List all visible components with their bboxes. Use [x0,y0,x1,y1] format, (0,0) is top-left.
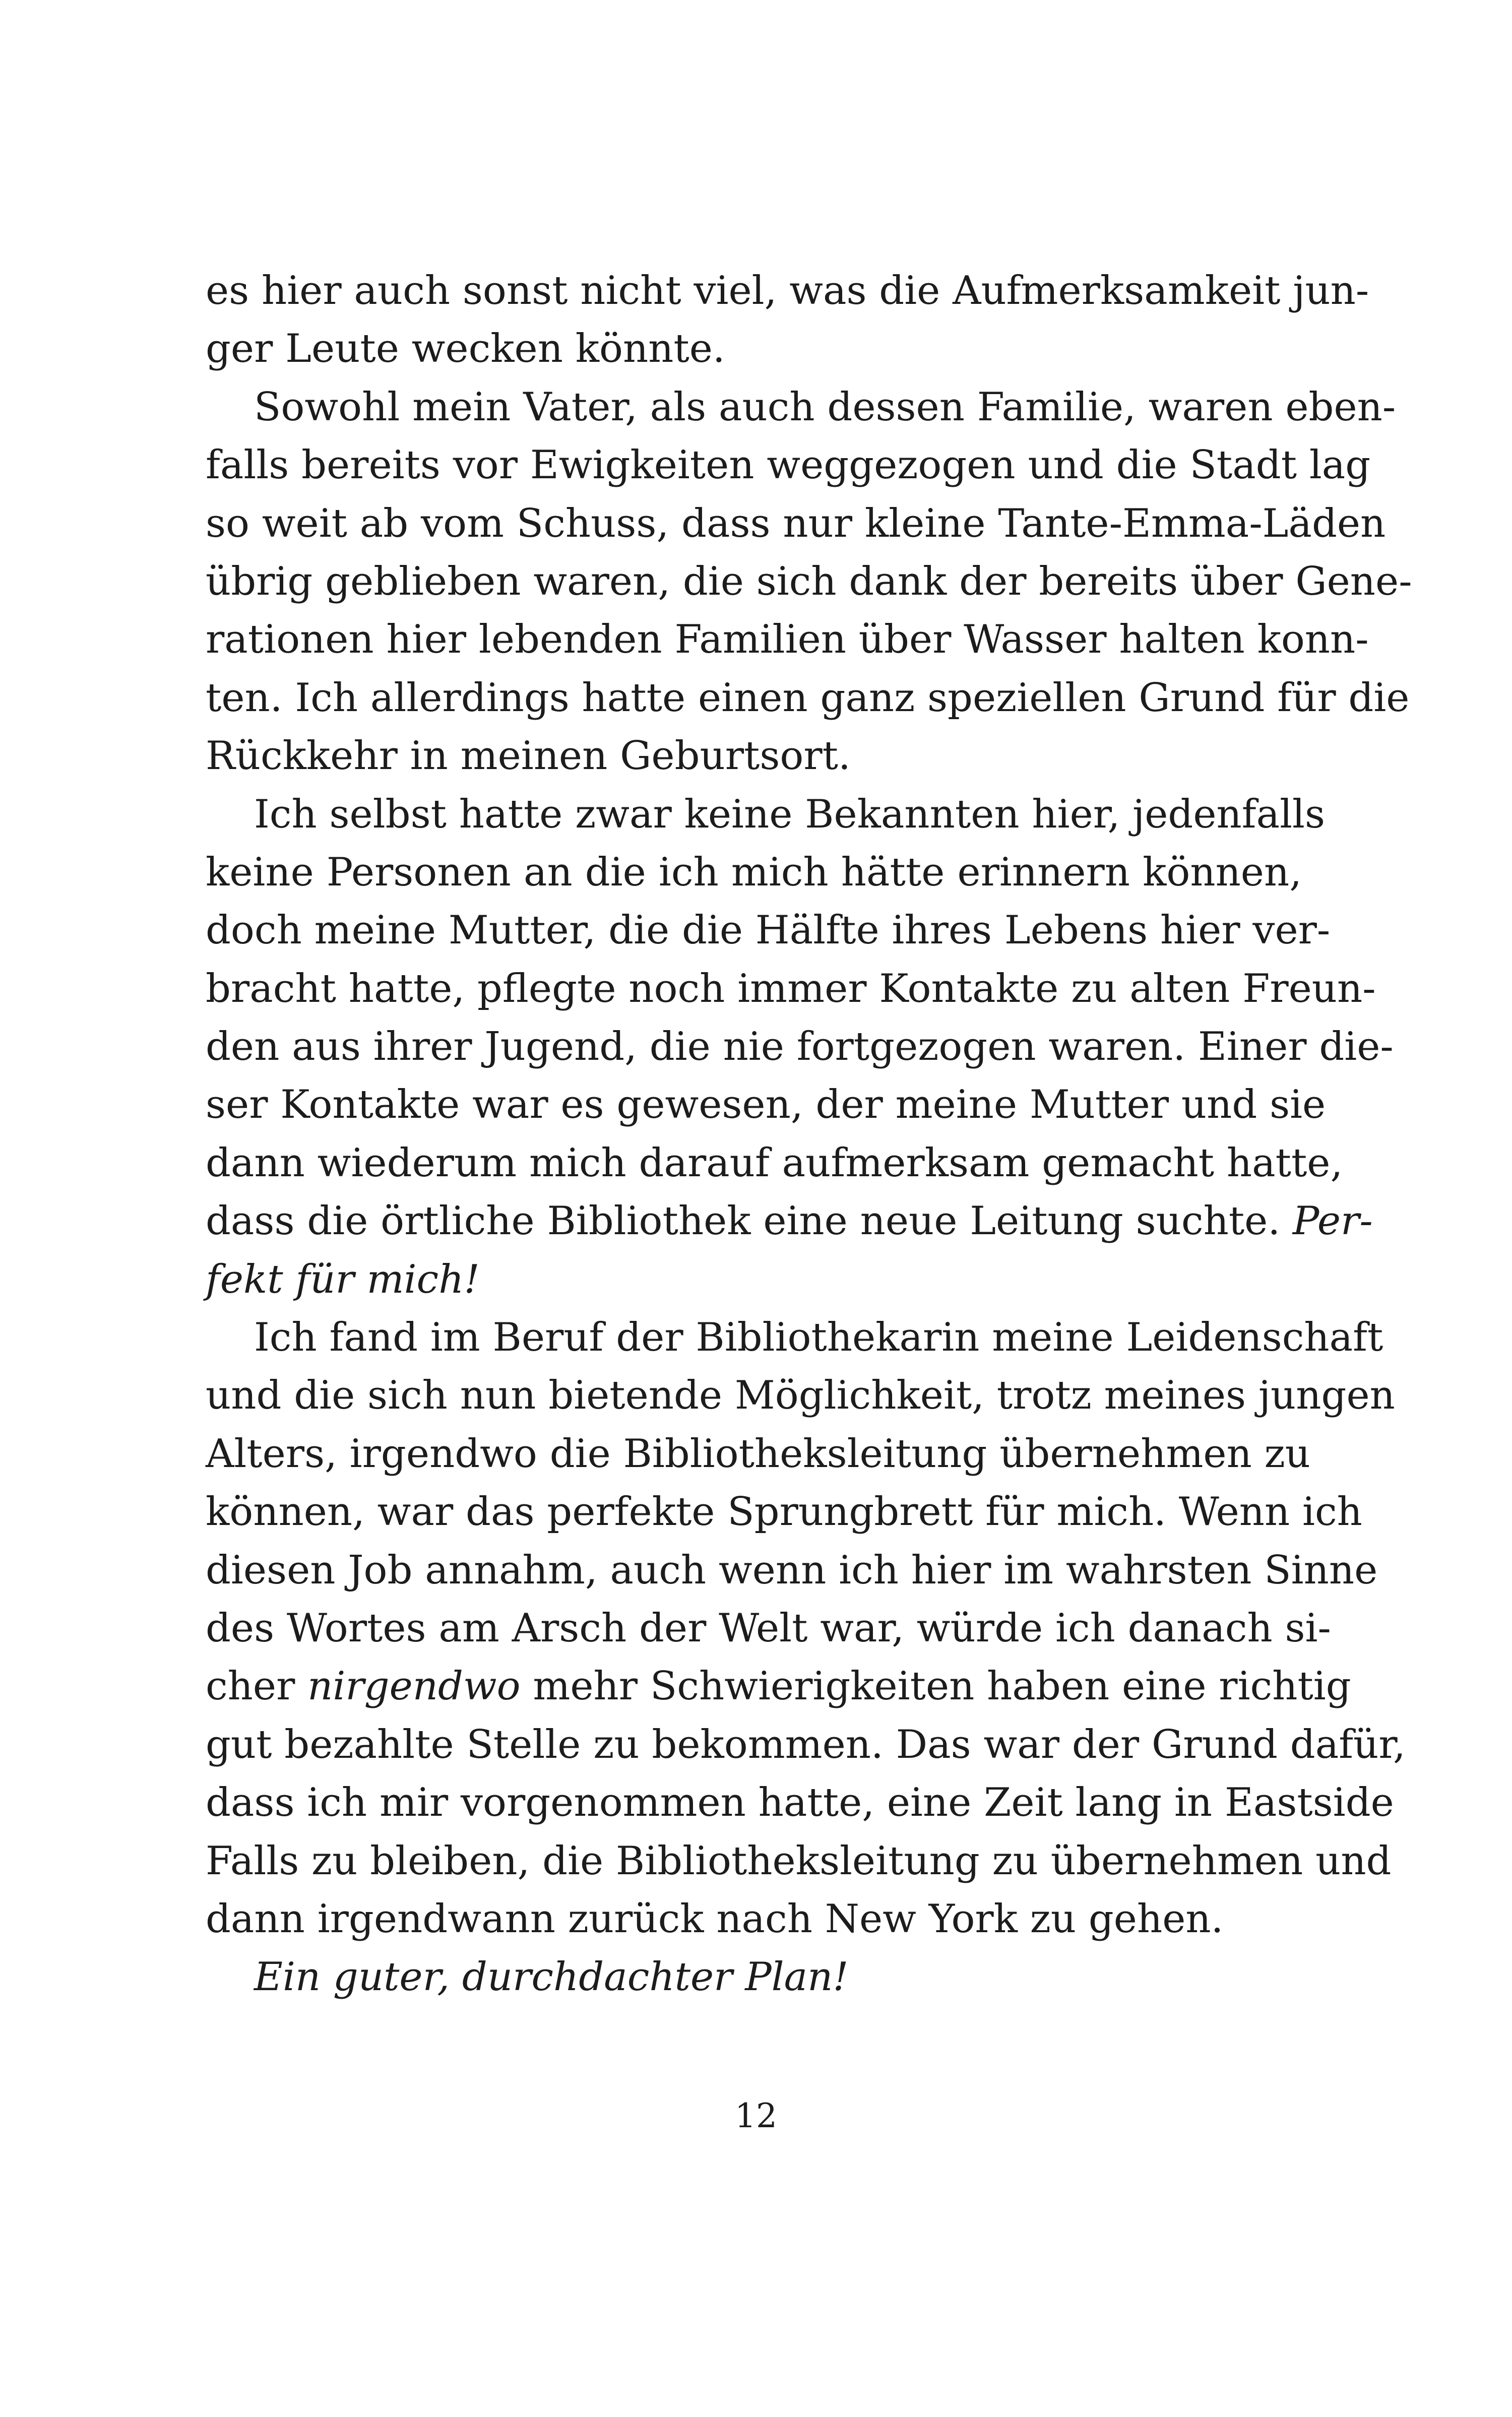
text-line: doch meine Mutter, die die Hälfte ihres Lebens hier ver- [206,908,1331,953]
text-line: dass ich mir vorgenommen hatte, eine Zeit lang in Eastside [206,1780,1394,1826]
text-segment: mehr Schwierigkeiten haben eine richtig [520,1664,1351,1709]
text-line: keine Personen an die ich mich hätte erinnern können, [206,849,1302,895]
text-line: den aus ihrer Jugend, die nie fortgezogen waren. Einer die- [206,1024,1394,1070]
paragraph-first-line: Sowohl mein Vater, als auch dessen Familie, waren eben- [254,384,1396,430]
text-line: falls bereits vor Ewigkeiten weggezogen und die Stadt lag [206,442,1371,488]
text-line: Alters, irgendwo die Bibliotheksleitung übernehmen zu [206,1431,1310,1477]
text-line: ger Leute wecken könnte. [206,326,725,372]
italic-text-line: fekt für mich! [206,1256,480,1302]
text-line: und die sich nun bietende Möglichkeit, trotz meines jungen [206,1373,1395,1419]
italic-text: nirgendwo [307,1664,521,1709]
paragraph-first-line: Ich selbst hatte zwar keine Bekannten hier, jedenfalls [254,791,1326,837]
text-line: es hier auch sonst nicht viel, was die Aufmerksamkeit jun- [206,268,1369,313]
text-line [206,1658,1351,1715]
italic-paragraph-line: Ein guter, durchdachter Plan! [254,1954,849,2000]
text-line: übrig geblieben waren, die sich dank der bereits über Gene- [206,558,1412,604]
text-line: können, war das perfekte Sprungbrett für mich. Wenn ich [206,1489,1362,1535]
text-line: dann irgendwann zurück nach New York zu gehen. [206,1896,1224,1942]
text-line: ten. Ich allerdings hatte einen ganz speziellen Grund für die [206,675,1410,721]
page-number: 12 [735,2096,777,2135]
text-segment: dass die örtliche Bibliothek eine neue Leitung suchte. [206,1198,1293,1244]
text-segment: cher [206,1664,308,1709]
body-text [206,262,1412,2007]
text-line [206,1192,1373,1250]
text-line: gut bezahlte Stelle zu bekommen. Das war der Grund dafür, [206,1722,1406,1767]
text-line: rationen hier lebenden Familien über Wasser halten konn- [206,617,1369,663]
italic-text: Per- [1292,1198,1373,1244]
text-line: des Wortes am Arsch der Welt war, würde ich danach si- [206,1605,1331,1651]
paragraph-first-line: Ich fand im Beruf der Bibliothekarin meine Leidenschaft [254,1315,1383,1361]
text-line: ser Kontakte war es gewesen, der meine Mutter und sie [206,1082,1326,1128]
text-line: bracht hatte, pflegte noch immer Kontakte zu alten Freun- [206,966,1376,1011]
text-line: so weit ab vom Schuss, dass nur kleine Tante-Emma-Läden [206,500,1386,546]
text-line: dann wiederum mich darauf aufmerksam gemacht hatte, [206,1140,1343,1186]
text-line: diesen Job annahm, auch wenn ich hier im wahrsten Sinne [206,1547,1378,1593]
text-line: Rückkehr in meinen Geburtsort. [206,733,851,779]
text-line: Falls zu bleiben, die Bibliotheksleitung zu übernehmen und [206,1838,1392,1884]
